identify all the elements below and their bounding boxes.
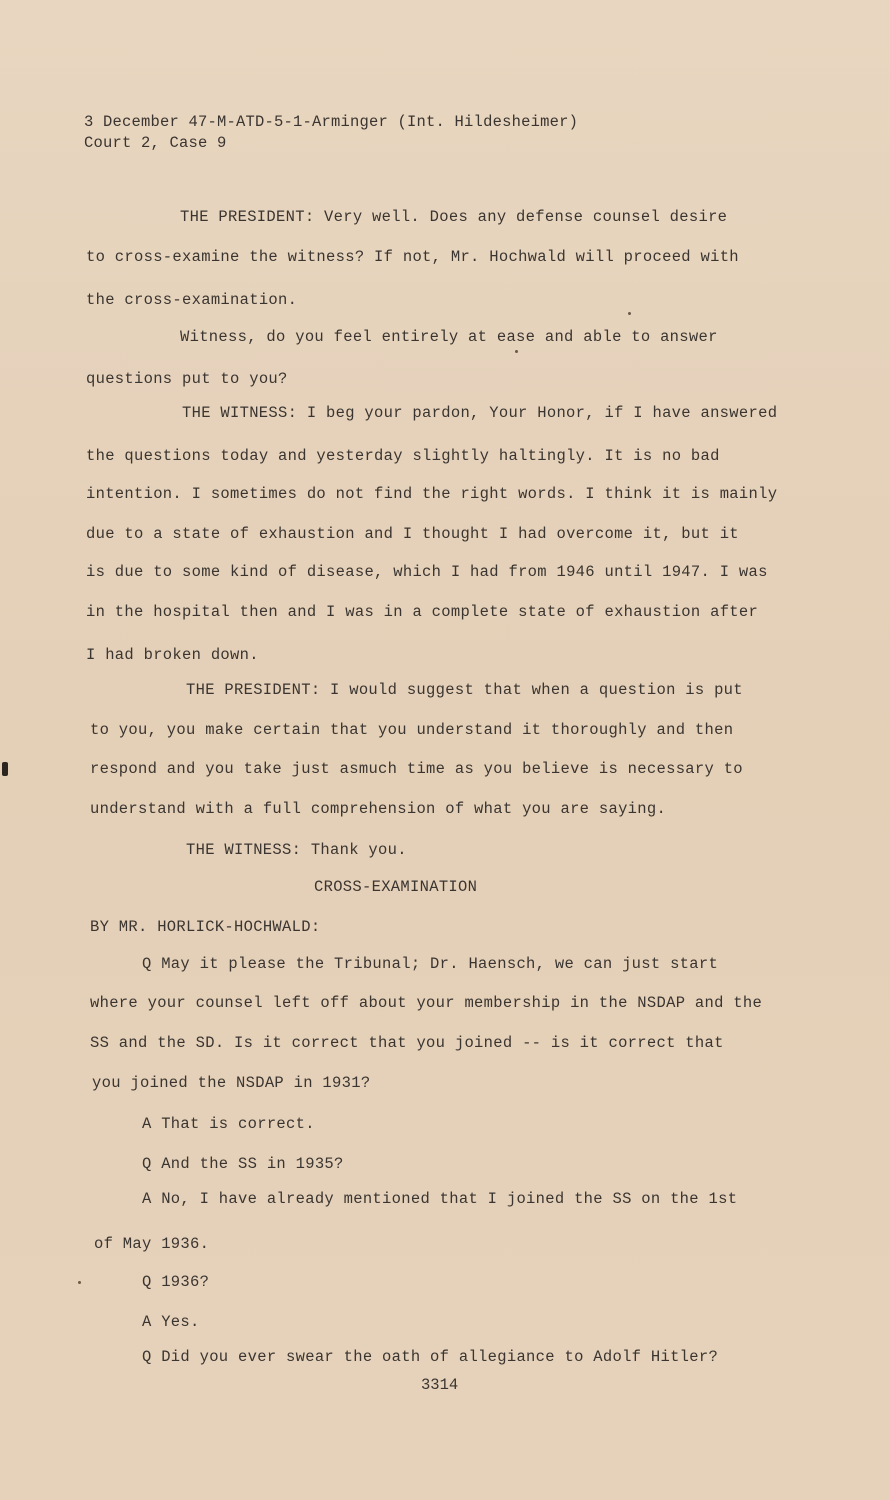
transcript-line: the questions today and yesterday slightly haltingly. It is no bad <box>86 447 720 465</box>
transcript-line: is due to some kind of disease, which I had from 1946 until 1947. I was <box>86 563 768 581</box>
paper-speck <box>78 1281 81 1284</box>
header-reference: 3 December 47-M-ATD-5-1-Arminger (Int. Hildesheimer) <box>84 113 579 131</box>
transcript-line: to you, you make certain that you understand it thoroughly and then <box>90 721 734 739</box>
transcript-line: you joined the NSDAP in 1931? <box>92 1074 371 1092</box>
transcript-line: A That is correct. <box>142 1115 315 1133</box>
examiner-line: BY MR. HORLICK-HOCHWALD: <box>90 918 321 936</box>
section-heading: CROSS-EXAMINATION <box>314 878 478 896</box>
edge-mark <box>2 762 8 776</box>
transcript-line: to cross-examine the witness? If not, Mr. Hochwald will proceed with <box>86 248 739 266</box>
transcript-line: the cross-examination. <box>86 291 298 309</box>
transcript-line: intention. I sometimes do not find the right words. I think it is mainly <box>86 485 778 503</box>
transcript-line: understand with a full comprehension of what you are saying. <box>90 800 667 818</box>
transcript-line: THE PRESIDENT: Very well. Does any defense counsel desire <box>180 208 728 226</box>
paper-speck <box>628 312 631 315</box>
transcript-line: Q Did you ever swear the oath of allegiance to Adolf Hitler? <box>142 1348 719 1366</box>
transcript-line: due to a state of exhaustion and I thought I had overcome it, but it <box>86 525 739 543</box>
transcript-line: Q May it please the Tribunal; Dr. Haensch, we can just start <box>142 955 719 973</box>
header-court-case: Court 2, Case 9 <box>84 134 227 152</box>
paper-speck <box>515 350 518 353</box>
transcript-line: A No, I have already mentioned that I joined the SS on the 1st <box>142 1190 738 1208</box>
document-header <box>84 112 578 154</box>
transcript-line: Q And the SS in 1935? <box>142 1155 344 1173</box>
transcript-line: A Yes. <box>142 1313 200 1331</box>
transcript-line: in the hospital then and I was in a complete state of exhaustion after <box>86 603 759 621</box>
transcript-line: Q 1936? <box>142 1273 210 1291</box>
transcript-line: SS and the SD. Is it correct that you joined -- is it correct that <box>90 1034 724 1052</box>
transcript-line: THE WITNESS: Thank you. <box>186 841 407 859</box>
transcript-line: THE WITNESS: I beg your pardon, Your Honor, if I have answered <box>182 404 778 422</box>
transcript-line: THE PRESIDENT: I would suggest that when a question is put <box>186 681 743 699</box>
transcript-line: of May 1936. <box>94 1235 210 1253</box>
transcript-line: respond and you take just asmuch time as you believe is necessary to <box>90 760 743 778</box>
transcript-line: where your counsel left off about your membership in the NSDAP and the <box>90 994 763 1012</box>
transcript-line: I had broken down. <box>86 646 259 664</box>
transcript-line: Witness, do you feel entirely at ease and able to answer <box>180 328 718 346</box>
page-number: 3314 <box>421 1376 459 1394</box>
transcript-line: questions put to you? <box>86 370 288 388</box>
